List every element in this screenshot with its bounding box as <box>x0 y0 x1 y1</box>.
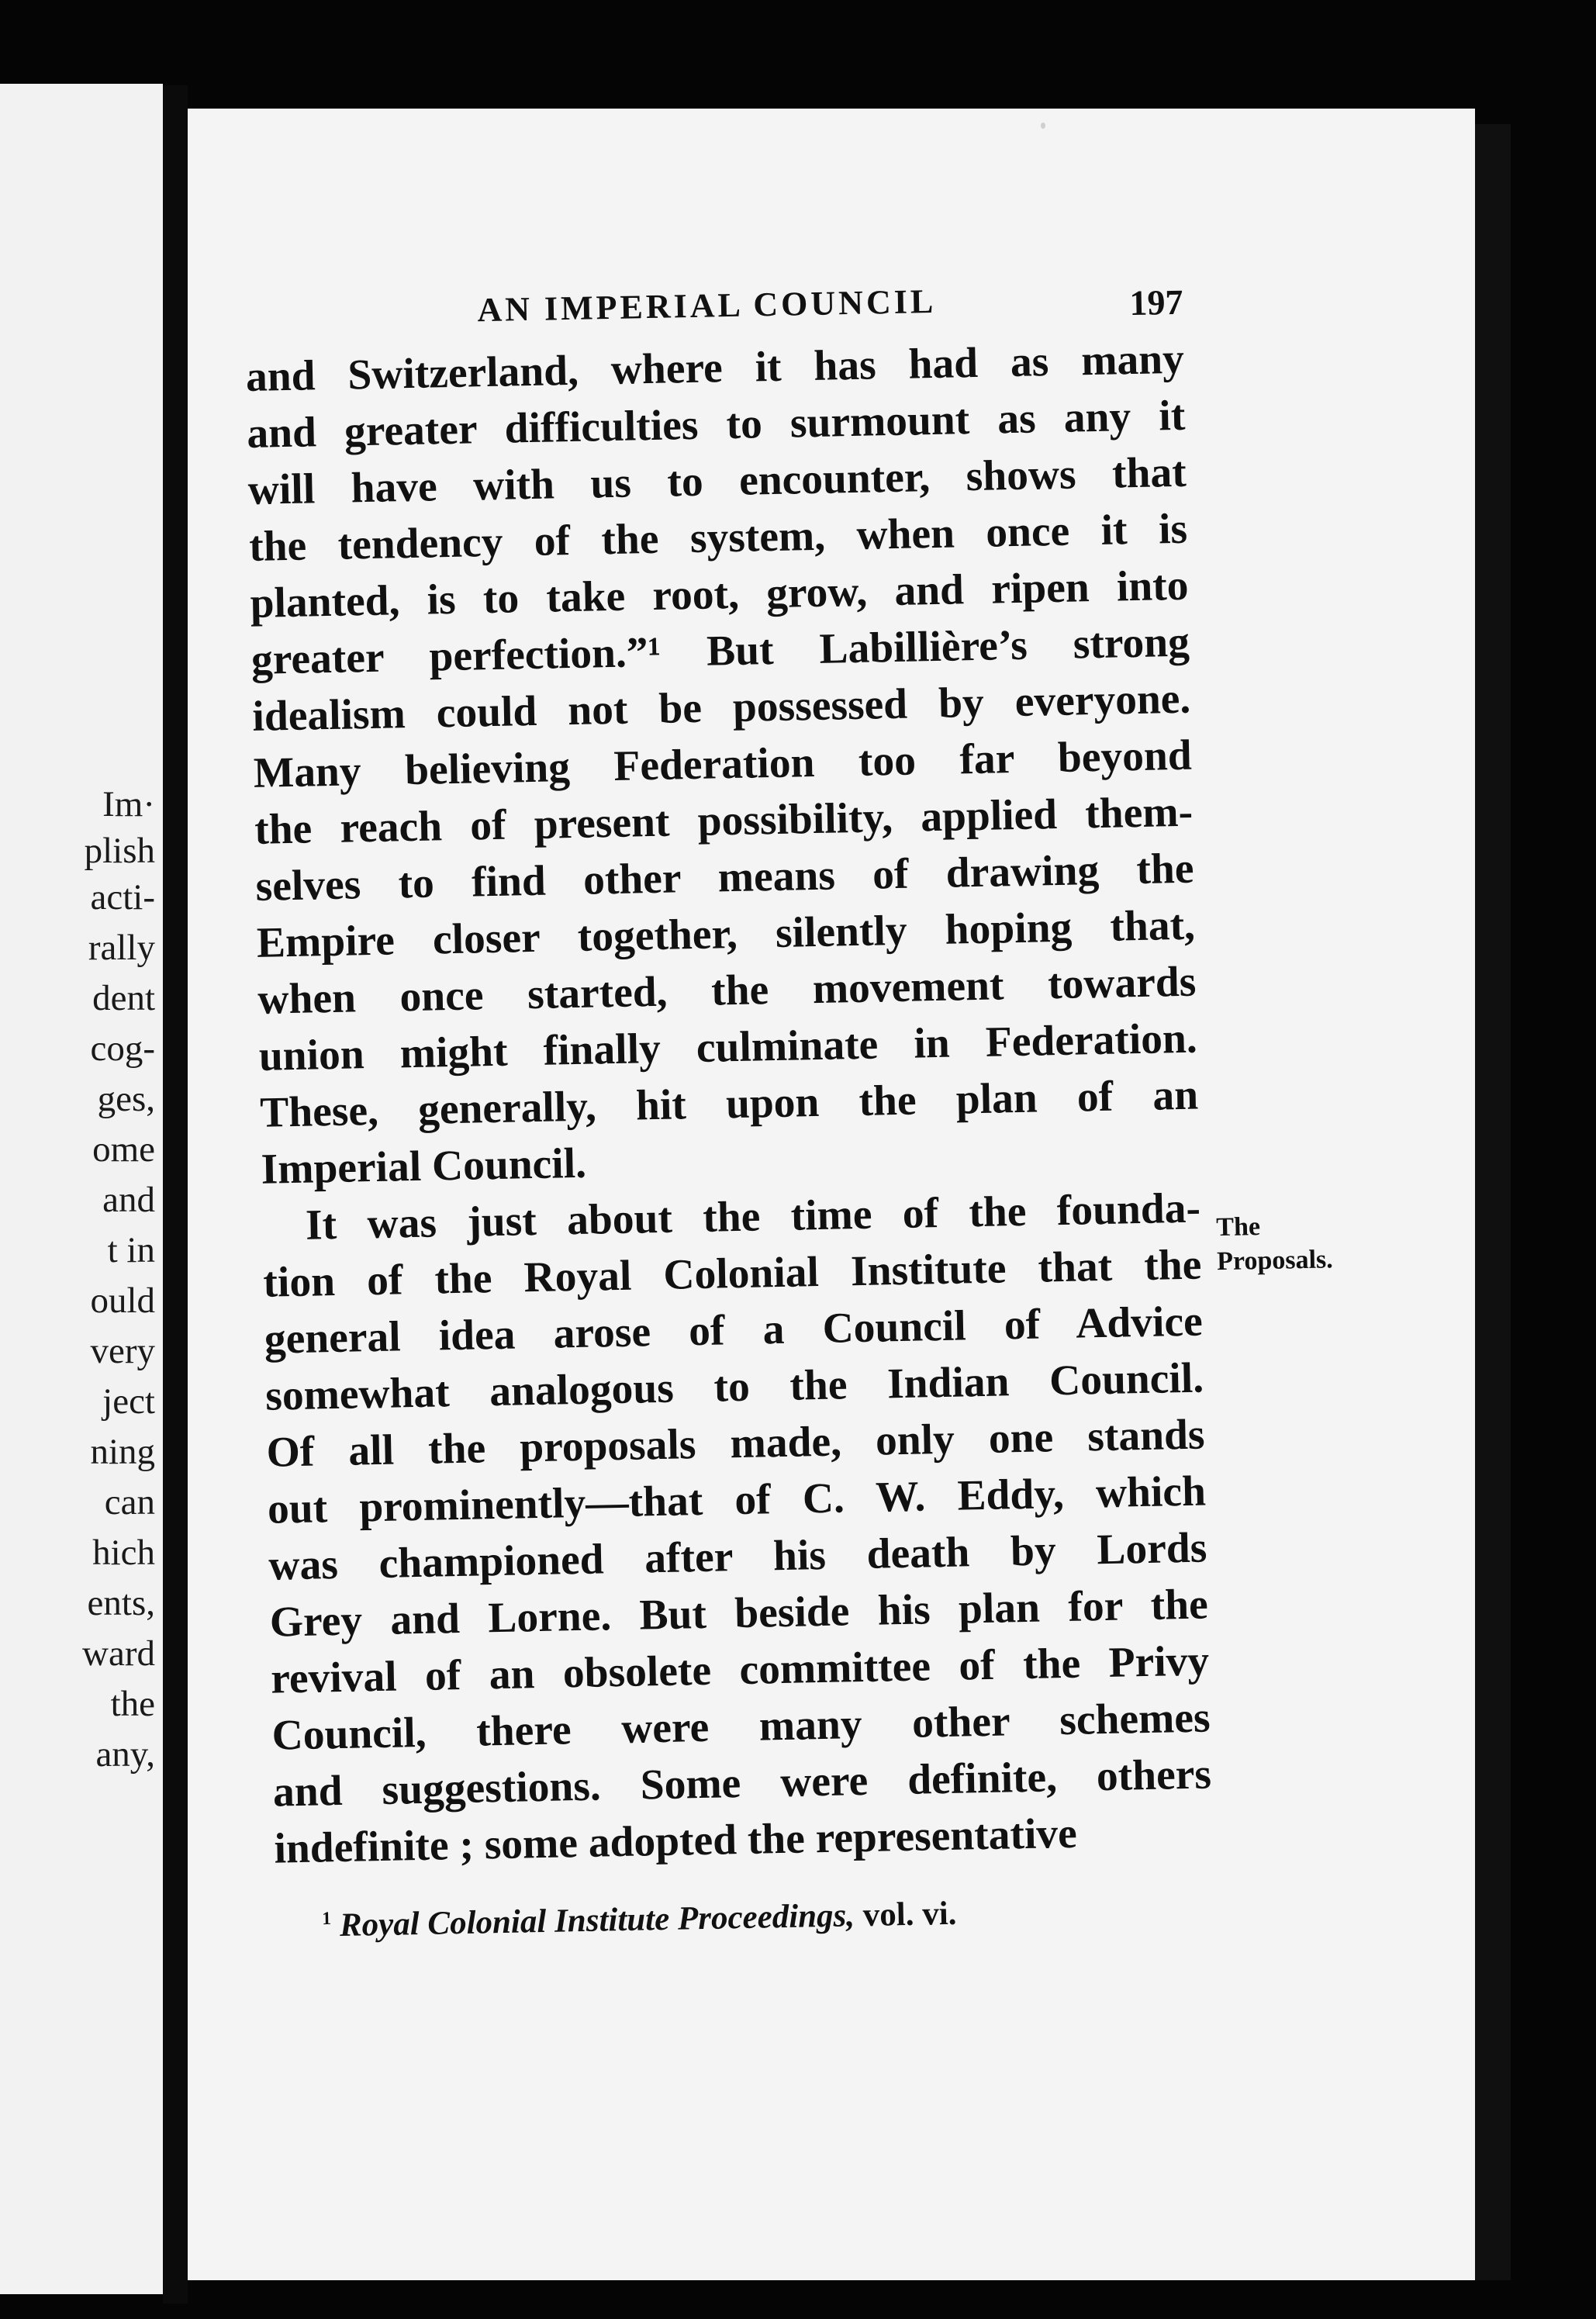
text-line: general idea arose of a Council of Advice <box>264 1298 1204 1363</box>
footnote-source-title: Royal Colonial Institute Proceedings, <box>339 1897 855 1944</box>
text-line: planted, is to take root, grow, and ripen into <box>250 562 1190 627</box>
text-line: Many believing Federation too far beyond <box>253 731 1193 797</box>
footnote-volume: vol. vi. <box>862 1895 957 1934</box>
text-line: the reach of present possibility, applied them- <box>254 788 1194 854</box>
right-page-edge <box>1475 124 1511 2280</box>
body-text <box>245 331 1213 1878</box>
text-line: Grey and Lorne. But beside his plan for the <box>269 1581 1209 1647</box>
text-line: and Switzerland, where it has had as many <box>245 335 1185 401</box>
text-line: the tendency of the system, when once it is <box>248 505 1188 571</box>
text-line: idealism could not be possessed by everyone. <box>251 675 1191 741</box>
text-line: indefinite ; some adopted the representative <box>273 1809 1078 1873</box>
left-page-fragment: dent <box>92 978 155 1018</box>
left-page-fragment: acti- <box>90 877 155 918</box>
left-page-fragment: rally <box>88 928 155 968</box>
text-line: union might finally culminate in Federation. <box>258 1014 1198 1080</box>
marginal-note <box>1216 1208 1333 1279</box>
text-line: somewhat analogous to the Indian Council. <box>264 1354 1204 1420</box>
text-line: Council, there were many other schemes <box>271 1694 1211 1760</box>
text-line: selves to find other means of drawing the <box>255 845 1195 911</box>
left-page-fragment: Im· <box>102 784 155 824</box>
left-page-fragment: cog- <box>90 1028 155 1069</box>
left-page-fragment: and <box>102 1180 155 1220</box>
left-page-fragment: ward <box>82 1633 155 1674</box>
text-line: out prominently—that of C. W. Eddy, which <box>267 1467 1207 1533</box>
left-page-fragment: very <box>90 1331 155 1371</box>
page-number: 197 <box>1128 282 1183 323</box>
text-line: greater perfection.”¹ But Labillière’s strong <box>250 618 1190 684</box>
marginal-note-line: The <box>1215 1212 1261 1242</box>
left-page-fragment: ges, <box>97 1079 155 1119</box>
left-page-fragment: plish <box>84 831 155 871</box>
text-line: will have with us to encounter, shows that <box>247 448 1187 514</box>
running-head: AN IMPERIAL COUNCIL <box>476 282 937 330</box>
left-page-fragment: hich <box>92 1533 155 1573</box>
left-page-fragment: ome <box>92 1129 155 1170</box>
text-line: was championed after his death by Lords <box>268 1524 1207 1590</box>
left-page-fragment: ould <box>90 1280 155 1321</box>
text-line: when once started, the movement towards <box>257 958 1197 1024</box>
left-page-fragment: any, <box>95 1734 155 1775</box>
text-line: revival of an obsolete committee of the Privy <box>270 1637 1210 1703</box>
text-line: It was just about the time of the founda- <box>305 1184 1201 1249</box>
text-line: Of all the proposals made, only one stands <box>266 1411 1206 1477</box>
text-line: and greater difficulties to surmount as any it <box>246 392 1186 458</box>
book-gutter <box>163 85 188 2303</box>
text-line: Empire closer together, silently hoping that, <box>256 901 1196 967</box>
text-line: Imperial Council. <box>261 1139 587 1194</box>
left-page-fragment: t in <box>107 1230 155 1270</box>
left-page-fragment: ents, <box>87 1583 155 1623</box>
text-line: tion of the Royal Colonial Institute that the <box>262 1241 1202 1307</box>
left-page-fragment: the <box>110 1684 155 1724</box>
marginal-note-line: Proposals. <box>1216 1245 1334 1277</box>
text-line: These, generally, hit upon the plan of an <box>259 1071 1199 1137</box>
text-line: and suggestions. Some were definite, others <box>272 1750 1212 1816</box>
paper-speck <box>1041 123 1045 129</box>
footnote-marker: 1 <box>321 1908 332 1930</box>
left-page-fragment: ning <box>90 1432 155 1472</box>
left-page-fragment: ject <box>102 1381 155 1422</box>
left-page-fragment: can <box>104 1482 155 1522</box>
